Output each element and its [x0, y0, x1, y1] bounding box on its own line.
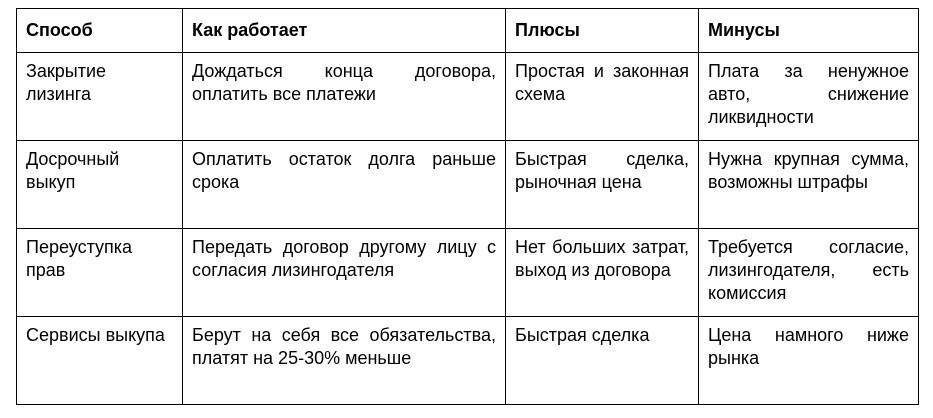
- cell-cons: Нужна крупная сумма, возможны штрафы: [699, 141, 919, 229]
- header-pros: Плюсы: [506, 9, 699, 53]
- cell-method: Досрочный выкуп: [17, 141, 183, 229]
- table-row: [17, 229, 919, 317]
- table-row: [17, 53, 919, 141]
- cell-method: Сервисы выкупа: [17, 317, 183, 405]
- cell-cons: Требуется согласие, лизингодателя, есть комиссия: [699, 229, 919, 317]
- cell-how-it-works: Дождаться конца договора, оплатить все платежи: [183, 53, 506, 141]
- cell-pros: Быстрая сделка, рыночная цена: [506, 141, 699, 229]
- cell-pros: Быстрая сделка: [506, 317, 699, 405]
- table-row: [17, 141, 919, 229]
- header-how-it-works: Как работает: [183, 9, 506, 53]
- cell-method: Закрытие лизинга: [17, 53, 183, 141]
- table-header-row: [17, 9, 919, 53]
- cell-how-it-works: Берут на себя все обязательства, платят на 25-30% меньше: [183, 317, 506, 405]
- cell-pros: Простая и законная схема: [506, 53, 699, 141]
- cell-how-it-works: Оплатить остаток долга раньше срока: [183, 141, 506, 229]
- header-method: Способ: [17, 9, 183, 53]
- cell-cons: Плата за ненужное авто, снижение ликвидности: [699, 53, 919, 141]
- header-cons: Минусы: [699, 9, 919, 53]
- cell-how-it-works: Передать договор другому лицу с согласия лизингодателя: [183, 229, 506, 317]
- table-row: [17, 317, 919, 405]
- cell-pros: Нет больших затрат, выход из договора: [506, 229, 699, 317]
- comparison-table: [16, 8, 919, 405]
- cell-method: Переуступка прав: [17, 229, 183, 317]
- cell-cons: Цена намного ниже рынка: [699, 317, 919, 405]
